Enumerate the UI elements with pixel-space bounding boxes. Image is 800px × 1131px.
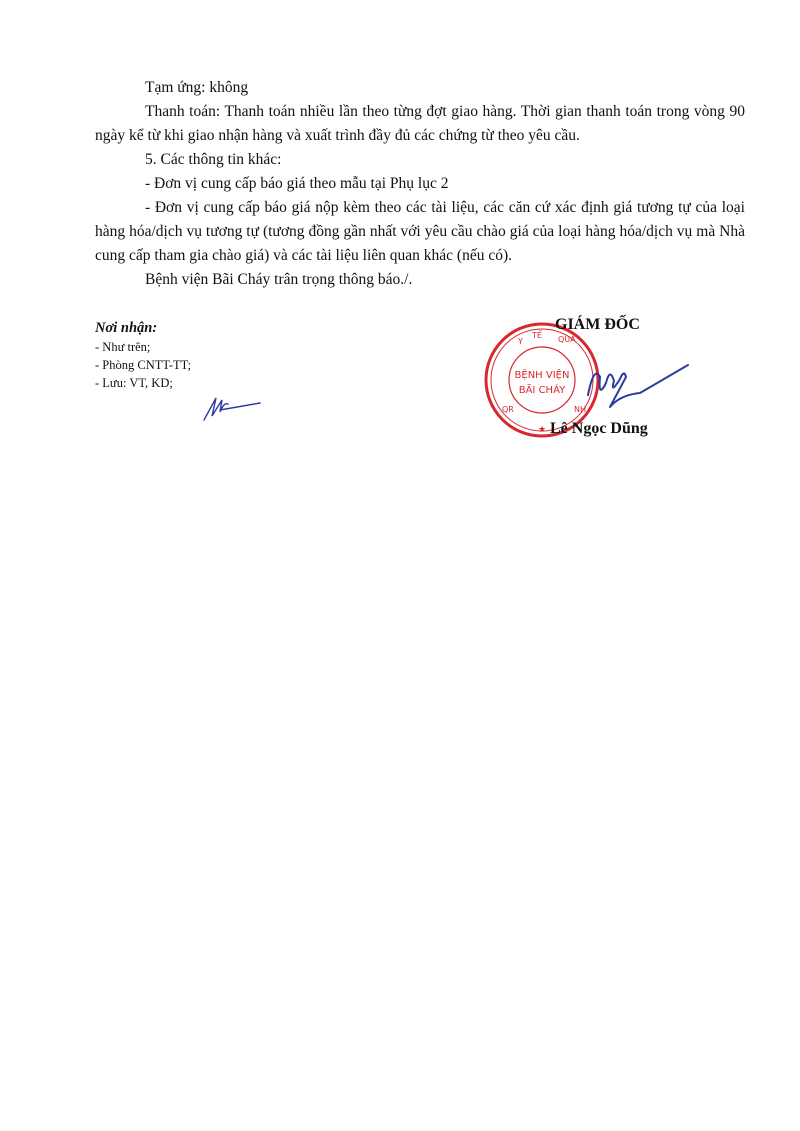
recipient-item: - Như trên; xyxy=(95,340,151,354)
recipients-title: Nơi nhận: xyxy=(95,320,158,336)
svg-text:Y: Y xyxy=(518,337,523,346)
svg-text:QUẢ: QUẢ xyxy=(558,335,576,344)
director-signature xyxy=(580,355,700,425)
recipients-block xyxy=(95,318,355,392)
other-info-item-1: - Đơn vị cung cấp báo giá theo mẫu tại Phụ lục 2 xyxy=(145,175,449,192)
svg-text:NH: NH xyxy=(574,405,586,414)
svg-text:QR: QR xyxy=(502,405,514,414)
svg-text:TẾ: TẾ xyxy=(532,331,542,340)
svg-text:BÃI CHÁY: BÃI CHÁY xyxy=(518,385,566,396)
svg-text:BỆNH VIỆN: BỆNH VIỆN xyxy=(514,370,570,381)
closing-line: Bệnh viện Bãi Cháy trân trọng thông báo./. xyxy=(145,271,413,288)
section-5-heading: 5. Các thông tin khác: xyxy=(145,151,282,168)
recipient-item: - Phòng CNTT-TT; xyxy=(95,358,192,372)
signatory-title: GIÁM ĐỐC xyxy=(555,316,640,333)
svg-text:★: ★ xyxy=(538,425,547,435)
initials-signature xyxy=(198,390,268,426)
advance-payment-line: Tạm ứng: không xyxy=(145,79,249,96)
recipient-item: - Lưu: VT, KD; xyxy=(95,376,173,390)
payment-terms-paragraph: Thanh toán: Thanh toán nhiều lần theo từng đợt giao hàng. Thời gian thanh toán trong vòng 90 ngày kể từ khi giao nhận hàng và xuất trình đầy đủ các chứng từ theo yêu cầu. xyxy=(95,103,745,144)
signatory-name: Lê Ngọc Dũng xyxy=(550,420,648,437)
other-info-item-2: - Đơn vị cung cấp báo giá nộp kèm theo các tài liệu, các căn cứ xác định giá tương tự của loại hàng hóa/dịch vụ tương tự (tương đồng gần nhất với yêu cầu chào giá của loại hàng hóa/dịch vụ mà Nhà cung cấp tham gia chào giá) và các tài liệu liên quan khác (nếu có). xyxy=(95,199,745,264)
